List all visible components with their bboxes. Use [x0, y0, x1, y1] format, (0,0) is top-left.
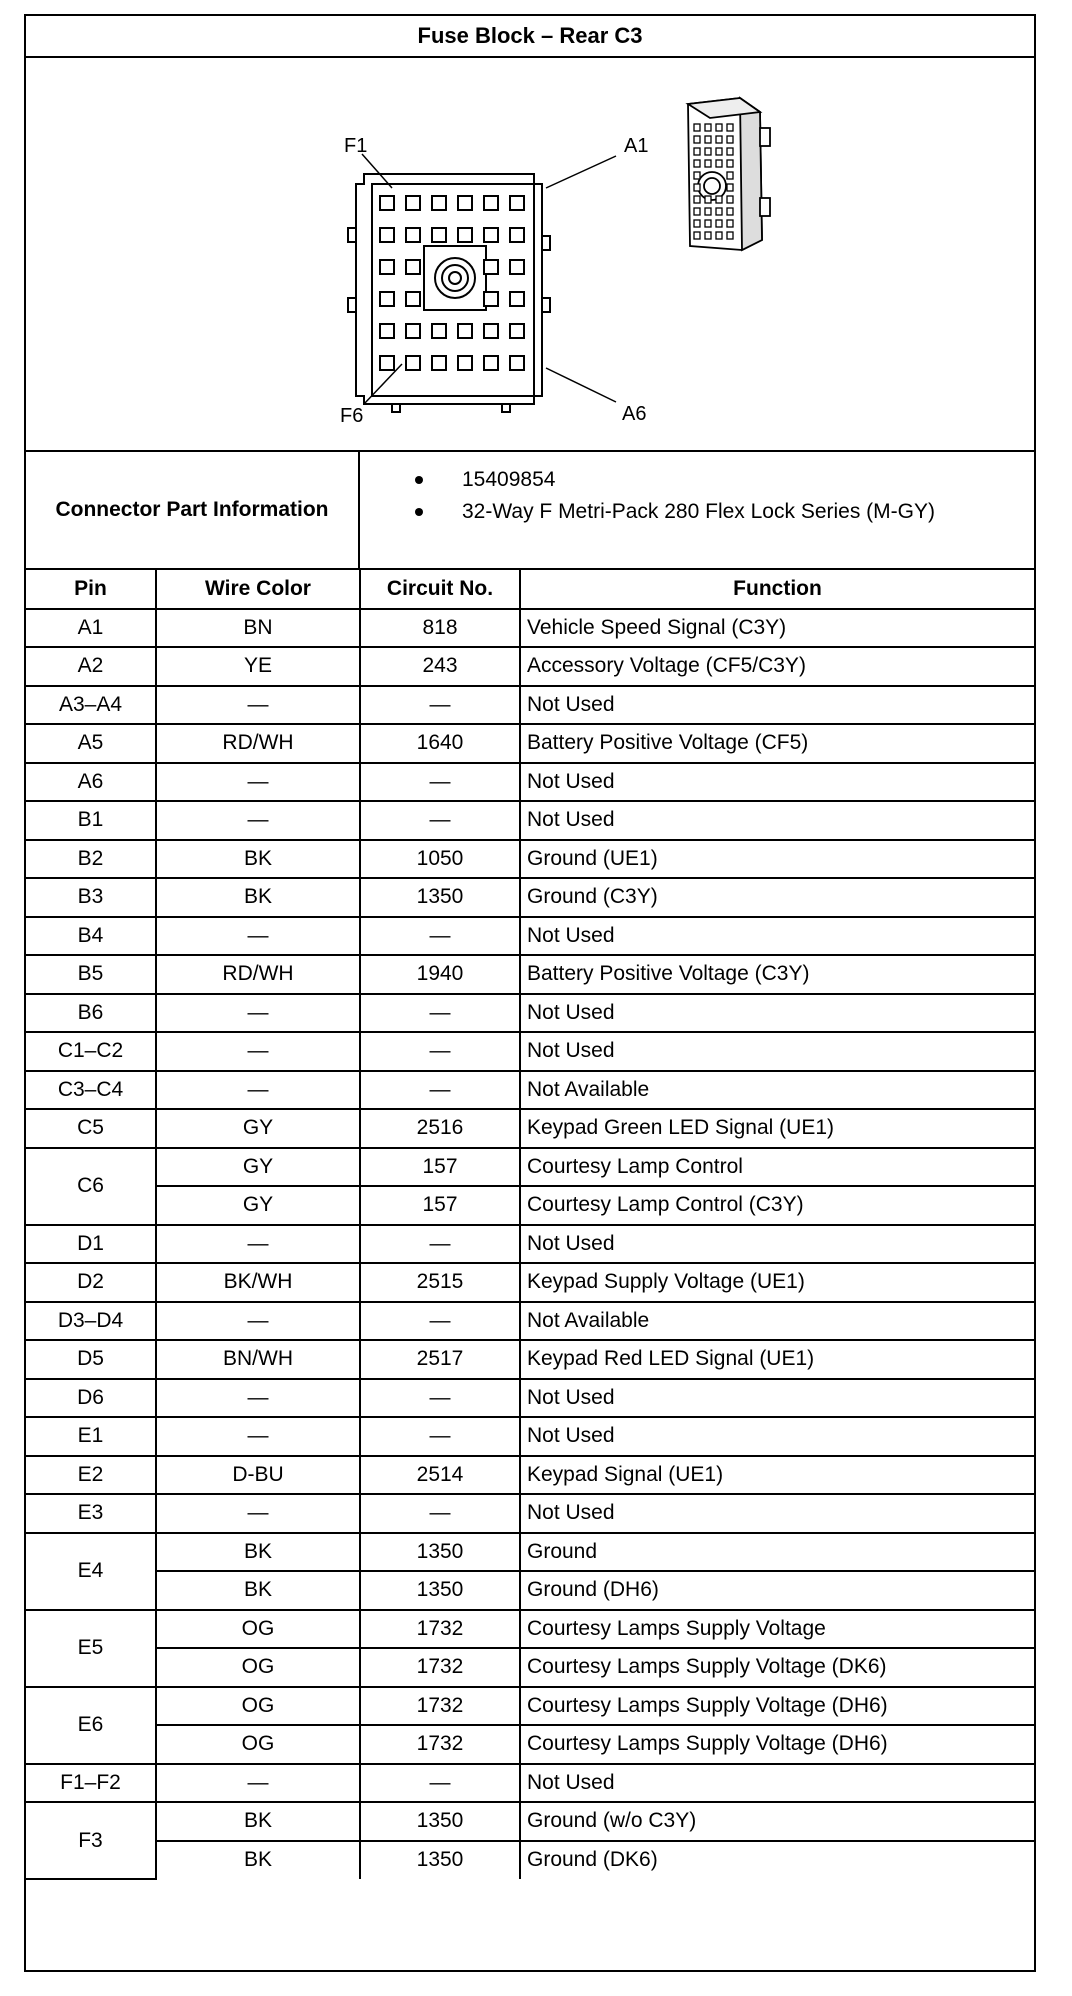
wire-color-cell: BK: [156, 1571, 360, 1610]
table-row: [26, 1071, 1034, 1110]
table-row: [26, 1379, 1034, 1418]
pin-cell: C6: [26, 1148, 156, 1225]
wire-color-cell: —: [156, 994, 360, 1033]
circuit-cell: 1640: [360, 724, 520, 763]
circuit-cell: —: [360, 1032, 520, 1071]
circuit-cell: 1350: [360, 1802, 520, 1841]
pin-cavity: [380, 324, 394, 338]
function-cell: Not Used: [520, 1379, 1034, 1418]
circuit-cell: 1732: [360, 1610, 520, 1649]
pin-cavity: [432, 196, 446, 210]
table-row: [26, 1533, 1034, 1572]
pin-cavity: [510, 356, 524, 370]
wire-color-cell: —: [156, 1225, 360, 1264]
iso-cavity: [705, 124, 711, 131]
table-row: [26, 1032, 1034, 1071]
pin-cavity: [380, 356, 394, 370]
table-row: [26, 1764, 1034, 1803]
table-row: [26, 1186, 1034, 1225]
pin-cell: B2: [26, 840, 156, 879]
wire-color-cell: —: [156, 1032, 360, 1071]
iso-cavity: [716, 208, 722, 215]
wire-color-cell: —: [156, 1494, 360, 1533]
wire-color-cell: —: [156, 686, 360, 725]
pin-cell: B4: [26, 917, 156, 956]
pin-rows: [26, 609, 1034, 1880]
header-wire-color: Wire Color: [156, 570, 360, 609]
header-pin: Pin: [26, 570, 156, 609]
header-function: Function: [520, 570, 1034, 609]
wire-color-cell: —: [156, 1417, 360, 1456]
wire-color-cell: —: [156, 1071, 360, 1110]
wire-color-cell: BK: [156, 1802, 360, 1841]
pin-cell: E4: [26, 1533, 156, 1610]
table-row: [26, 609, 1034, 648]
pin-cavity: [406, 260, 420, 274]
pin-cavity: [510, 260, 524, 274]
wire-color-cell: D-BU: [156, 1456, 360, 1495]
function-cell: Not Used: [520, 686, 1034, 725]
connector-drawing: [26, 58, 1034, 450]
circuit-cell: —: [360, 763, 520, 802]
iso-cavity: [716, 220, 722, 227]
function-cell: Not Used: [520, 1032, 1034, 1071]
callout-a6: A6: [622, 403, 647, 425]
connector-part-info: [26, 452, 1034, 570]
iso-cavity: [727, 232, 733, 239]
pin-cavity: [380, 292, 394, 306]
pin-cell: D3–D4: [26, 1302, 156, 1341]
table-row: [26, 1225, 1034, 1264]
table-row: [26, 1109, 1034, 1148]
table-row: [26, 763, 1034, 802]
table-row: [26, 994, 1034, 1033]
pin-cell: F3: [26, 1802, 156, 1879]
iso-cavity: [705, 196, 711, 203]
pin-cavity: [406, 228, 420, 242]
iso-cavity: [716, 136, 722, 143]
wire-color-cell: BK: [156, 840, 360, 879]
circuit-cell: 1940: [360, 955, 520, 994]
iso-cavity: [694, 184, 700, 191]
pin-cell: B3: [26, 878, 156, 917]
pin-cavity: [510, 292, 524, 306]
table-row: [26, 801, 1034, 840]
iso-cavity: [716, 232, 722, 239]
circuit-cell: —: [360, 994, 520, 1033]
wire-color-cell: —: [156, 801, 360, 840]
bullet-icon: [415, 508, 423, 516]
pin-cavity: [406, 356, 420, 370]
circuit-cell: 2517: [360, 1340, 520, 1379]
function-cell: Battery Positive Voltage (CF5): [520, 724, 1034, 763]
iso-cavity: [727, 220, 733, 227]
table-row: [26, 1456, 1034, 1495]
function-cell: Vehicle Speed Signal (C3Y): [520, 609, 1034, 648]
circuit-cell: —: [360, 1302, 520, 1341]
table-row: [26, 1340, 1034, 1379]
pin-cell: C1–C2: [26, 1032, 156, 1071]
iso-cavity: [716, 148, 722, 155]
function-cell: Keypad Red LED Signal (UE1): [520, 1340, 1034, 1379]
callout-a1: A1: [624, 135, 649, 157]
circuit-cell: —: [360, 1764, 520, 1803]
circuit-cell: 2514: [360, 1456, 520, 1495]
iso-cavity: [727, 184, 733, 191]
pin-cavity: [510, 324, 524, 338]
pin-cavity: [432, 356, 446, 370]
circuit-cell: 1350: [360, 1533, 520, 1572]
function-cell: Not Used: [520, 1417, 1034, 1456]
wire-color-cell: —: [156, 917, 360, 956]
pin-cell: B1: [26, 801, 156, 840]
function-cell: Not Available: [520, 1302, 1034, 1341]
pin-cavity: [510, 196, 524, 210]
pin-cavity: [458, 228, 472, 242]
circuit-cell: 1350: [360, 1571, 520, 1610]
wire-color-cell: —: [156, 1379, 360, 1418]
circuit-cell: —: [360, 1417, 520, 1456]
iso-cavity: [727, 208, 733, 215]
circuit-cell: —: [360, 1071, 520, 1110]
info-item-part-number: 15409854: [360, 464, 1034, 496]
function-cell: Ground (w/o C3Y): [520, 1802, 1034, 1841]
pin-cell: E1: [26, 1417, 156, 1456]
wire-color-cell: OG: [156, 1610, 360, 1649]
wire-color-cell: OG: [156, 1687, 360, 1726]
iso-cavity: [727, 196, 733, 203]
iso-cavity: [694, 148, 700, 155]
iso-cavity: [716, 160, 722, 167]
wire-color-cell: RD/WH: [156, 724, 360, 763]
circuit-cell: —: [360, 1379, 520, 1418]
pin-cavity: [458, 196, 472, 210]
function-cell: Not Used: [520, 1225, 1034, 1264]
function-cell: Battery Positive Voltage (C3Y): [520, 955, 1034, 994]
pin-cell: C5: [26, 1109, 156, 1148]
iso-cavity: [705, 220, 711, 227]
table-row: [26, 1802, 1034, 1841]
pin-cavity: [484, 356, 498, 370]
iso-cavity: [694, 208, 700, 215]
function-cell: Keypad Green LED Signal (UE1): [520, 1109, 1034, 1148]
pin-cell: B5: [26, 955, 156, 994]
wire-color-cell: BK: [156, 1841, 360, 1880]
circuit-cell: 1050: [360, 840, 520, 879]
iso-cavity: [727, 136, 733, 143]
fuse-block-document: [24, 14, 1036, 1972]
iso-cavity: [705, 232, 711, 239]
pin-cell: A3–A4: [26, 686, 156, 725]
connector-diagram: [26, 58, 1034, 452]
callout-f1: F1: [344, 135, 368, 157]
table-row: [26, 647, 1034, 686]
circuit-cell: 243: [360, 647, 520, 686]
pin-cell: E3: [26, 1494, 156, 1533]
table-row: [26, 1687, 1034, 1726]
iso-cavity: [727, 124, 733, 131]
wire-color-cell: BN/WH: [156, 1340, 360, 1379]
iso-cavity: [694, 160, 700, 167]
pin-cavity: [484, 196, 498, 210]
circuit-cell: 1350: [360, 1841, 520, 1880]
iso-cavity: [694, 232, 700, 239]
table-row: [26, 917, 1034, 956]
pin-cell: E6: [26, 1687, 156, 1764]
wire-color-cell: —: [156, 763, 360, 802]
pin-cell: B6: [26, 994, 156, 1033]
wire-color-cell: —: [156, 1302, 360, 1341]
pin-cavity: [458, 324, 472, 338]
table-row: [26, 1725, 1034, 1764]
circuit-cell: —: [360, 801, 520, 840]
function-cell: Ground (C3Y): [520, 878, 1034, 917]
callout-f6: F6: [340, 405, 364, 427]
circuit-cell: 1350: [360, 878, 520, 917]
wire-color-cell: RD/WH: [156, 955, 360, 994]
iso-cavity: [727, 160, 733, 167]
iso-cavity: [694, 124, 700, 131]
iso-cavity: [727, 172, 733, 179]
pin-cavity: [380, 196, 394, 210]
pin-cavity: [484, 228, 498, 242]
function-cell: Ground: [520, 1533, 1034, 1572]
function-cell: Accessory Voltage (CF5/C3Y): [520, 647, 1034, 686]
table-row: [26, 686, 1034, 725]
pin-cavity: [484, 324, 498, 338]
table-row: [26, 1494, 1034, 1533]
pin-cell: C3–C4: [26, 1071, 156, 1110]
table-row: [26, 878, 1034, 917]
iso-cavity: [705, 148, 711, 155]
circuit-cell: —: [360, 1494, 520, 1533]
pin-cavity: [406, 196, 420, 210]
function-cell: Not Used: [520, 1764, 1034, 1803]
pin-cavity: [484, 260, 498, 274]
table-row: [26, 840, 1034, 879]
circuit-cell: —: [360, 686, 520, 725]
pin-cavity: [458, 356, 472, 370]
wire-color-cell: YE: [156, 647, 360, 686]
document-title: Fuse Block – Rear C3: [26, 16, 1034, 58]
function-cell: Not Used: [520, 994, 1034, 1033]
circuit-cell: 157: [360, 1148, 520, 1187]
circuit-cell: 818: [360, 609, 520, 648]
pin-cell: E5: [26, 1610, 156, 1687]
circuit-cell: 1732: [360, 1648, 520, 1687]
table-row: [26, 1263, 1034, 1302]
iso-cavity: [694, 196, 700, 203]
table-row: [26, 1417, 1034, 1456]
pin-cell: A2: [26, 647, 156, 686]
function-cell: Keypad Supply Voltage (UE1): [520, 1263, 1034, 1302]
pin-cavity: [432, 228, 446, 242]
function-cell: Courtesy Lamps Supply Voltage (DH6): [520, 1725, 1034, 1764]
circuit-cell: 2516: [360, 1109, 520, 1148]
iso-cavity: [705, 160, 711, 167]
info-item-description: 32-Way F Metri-Pack 280 Flex Lock Series (M-GY): [360, 496, 1034, 528]
iso-cavity: [694, 220, 700, 227]
function-cell: Not Used: [520, 763, 1034, 802]
table-row: [26, 1302, 1034, 1341]
pin-cell: A5: [26, 724, 156, 763]
table-header-row: [26, 570, 1034, 609]
circuit-cell: 1732: [360, 1725, 520, 1764]
pin-table: [26, 570, 1034, 1880]
pin-cavity: [510, 228, 524, 242]
function-cell: Courtesy Lamps Supply Voltage (DH6): [520, 1687, 1034, 1726]
pin-cavity: [406, 324, 420, 338]
function-cell: Ground (DH6): [520, 1571, 1034, 1610]
table-row: [26, 1648, 1034, 1687]
pin-cavity: [484, 292, 498, 306]
circuit-cell: —: [360, 917, 520, 956]
function-cell: Not Used: [520, 1494, 1034, 1533]
connector-info-list: [360, 452, 1034, 568]
pin-cavity: [406, 292, 420, 306]
table-row: [26, 955, 1034, 994]
pin-cell: F1–F2: [26, 1764, 156, 1803]
wire-color-cell: BK: [156, 878, 360, 917]
wire-color-cell: GY: [156, 1186, 360, 1225]
pin-cell: A1: [26, 609, 156, 648]
function-cell: Ground (UE1): [520, 840, 1034, 879]
wire-color-cell: OG: [156, 1648, 360, 1687]
function-cell: Courtesy Lamp Control: [520, 1148, 1034, 1187]
function-cell: Ground (DK6): [520, 1841, 1034, 1880]
connector-info-label: Connector Part Information: [26, 452, 360, 568]
pin-cell: D2: [26, 1263, 156, 1302]
function-cell: Not Used: [520, 917, 1034, 956]
wire-color-cell: BK: [156, 1533, 360, 1572]
pin-cavity: [432, 324, 446, 338]
iso-cavity: [705, 136, 711, 143]
function-cell: Courtesy Lamps Supply Voltage (DK6): [520, 1648, 1034, 1687]
pin-cavity: [380, 228, 394, 242]
iso-cavity: [705, 208, 711, 215]
circuit-cell: —: [360, 1225, 520, 1264]
function-cell: Courtesy Lamps Supply Voltage: [520, 1610, 1034, 1649]
iso-cavity: [694, 136, 700, 143]
iso-cavity: [727, 148, 733, 155]
table-row: [26, 1841, 1034, 1880]
function-cell: Not Used: [520, 801, 1034, 840]
wire-color-cell: BN: [156, 609, 360, 648]
function-cell: Not Available: [520, 1071, 1034, 1110]
iso-cavity: [694, 172, 700, 179]
iso-cavity: [716, 196, 722, 203]
pin-cell: D6: [26, 1379, 156, 1418]
pin-cell: D5: [26, 1340, 156, 1379]
bullet-icon: [415, 476, 423, 484]
table-row: [26, 1610, 1034, 1649]
wire-color-cell: OG: [156, 1725, 360, 1764]
wire-color-cell: GY: [156, 1109, 360, 1148]
wire-color-cell: BK/WH: [156, 1263, 360, 1302]
pin-cell: E2: [26, 1456, 156, 1495]
function-cell: Keypad Signal (UE1): [520, 1456, 1034, 1495]
wire-color-cell: GY: [156, 1148, 360, 1187]
table-row: [26, 724, 1034, 763]
circuit-cell: 1732: [360, 1687, 520, 1726]
header-circuit-no: Circuit No.: [360, 570, 520, 609]
wire-color-cell: —: [156, 1764, 360, 1803]
circuit-cell: 157: [360, 1186, 520, 1225]
pin-cell: D1: [26, 1225, 156, 1264]
circuit-cell: 2515: [360, 1263, 520, 1302]
pin-cell: A6: [26, 763, 156, 802]
table-row: [26, 1571, 1034, 1610]
table-row: [26, 1148, 1034, 1187]
iso-cavity: [716, 124, 722, 131]
function-cell: Courtesy Lamp Control (C3Y): [520, 1186, 1034, 1225]
pin-cavity: [380, 260, 394, 274]
